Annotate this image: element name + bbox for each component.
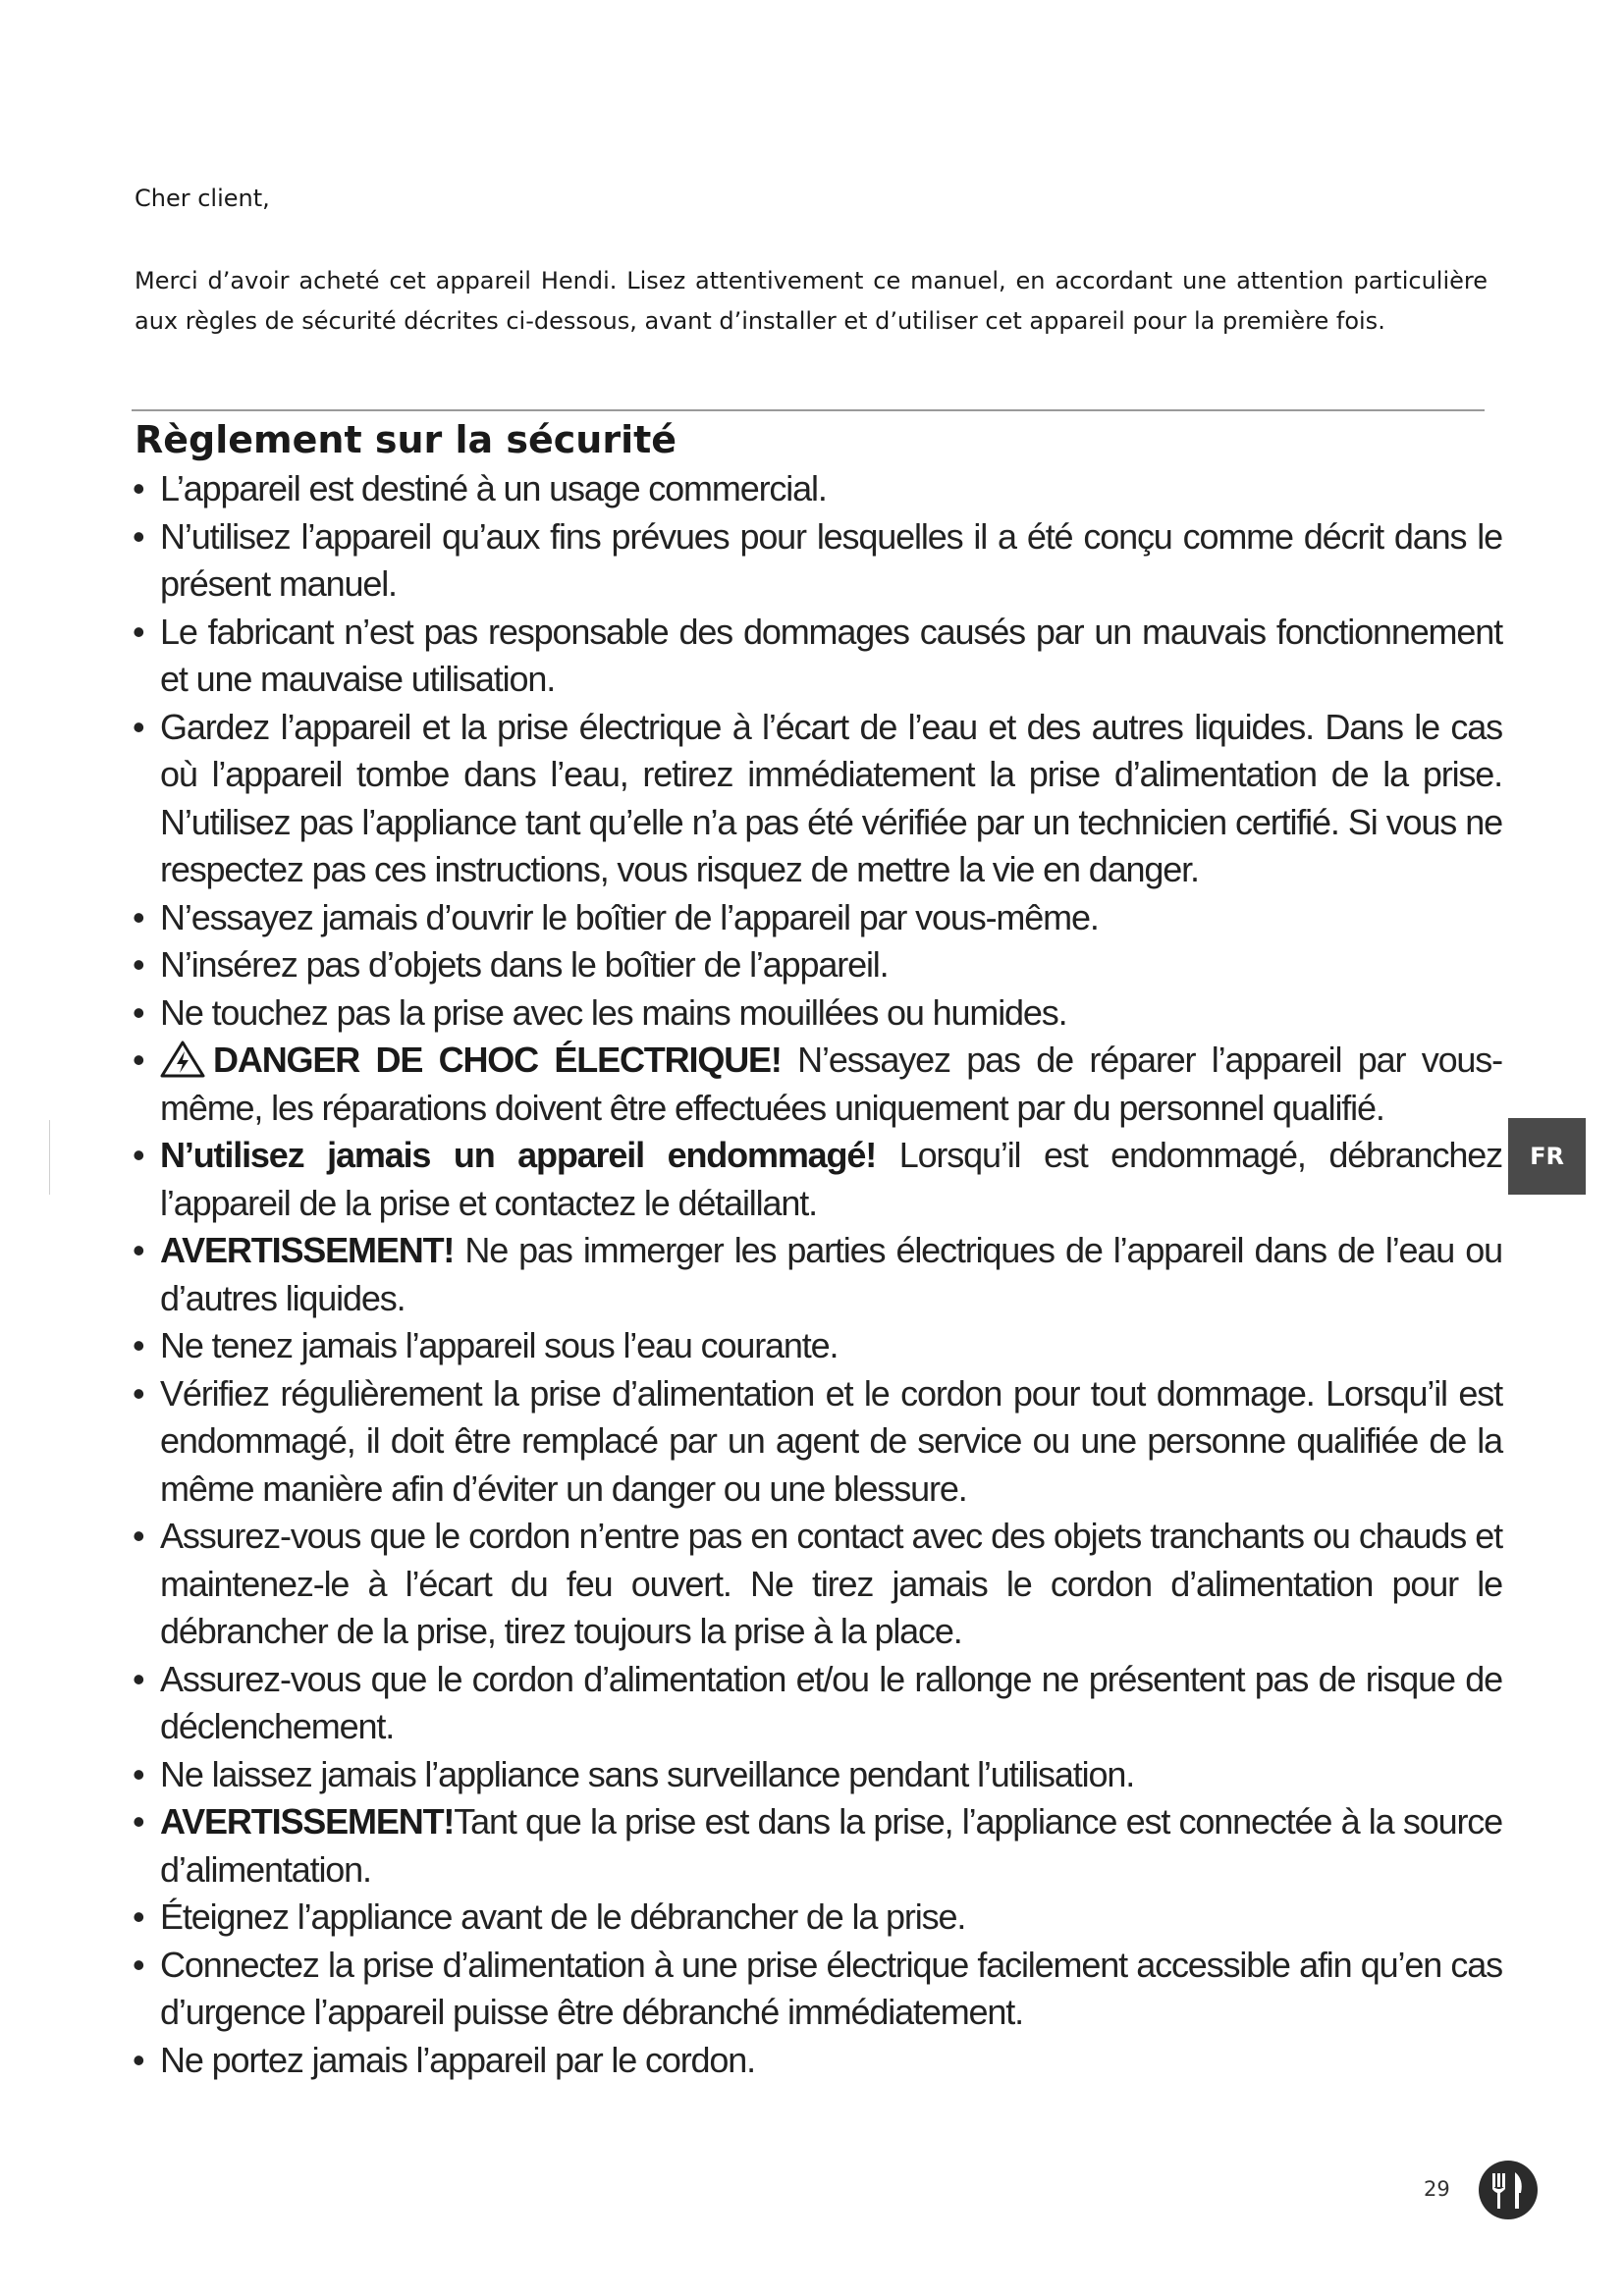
- list-item: [133, 1370, 1502, 1514]
- item-text: Assurez-vous que le cordon n’entre pas en contact avec des objets tranchants ou chauds et maintenez-le à l’écart du feu ouvert. Ne tirez jamais le cordon d’alimentation pour le débrancher de la prise, tirez toujours la prise à la place.: [160, 1516, 1502, 1651]
- intro-paragraph: Merci d’avoir acheté cet appareil Hendi. Lisez attentivement ce manuel, en accordant une attention particulière aux règles de sécurité décrites ci-dessous, avant d’installer et d’utiliser cet appareil pour la première fois.: [135, 267, 1488, 335]
- list-item: [133, 1227, 1502, 1322]
- language-tab: FR: [1508, 1118, 1586, 1195]
- list-item: [133, 609, 1502, 704]
- item-text: Tant que la prise est dans la prise, l’appliance est connectée à la source d’alimentation.: [160, 1801, 1502, 1890]
- list-item: [133, 1656, 1502, 1751]
- edge-mark: [49, 1120, 50, 1195]
- list-item: [133, 1894, 1502, 1942]
- list-item: [133, 1798, 1502, 1894]
- item-text: Ne tenez jamais l’appareil sous l’eau courante.: [160, 1325, 839, 1365]
- item-text: Ne pas immerger les parties électriques de l’appareil dans de l’eau ou d’autres liquides.: [160, 1230, 1502, 1318]
- item-text: Assurez-vous que le cordon d’alimentation et/ou le rallonge ne présentent pas de risque de déclenchement.: [160, 1658, 1502, 1746]
- item-text: Ne laissez jamais l’appliance sans surveillance pendant l’utilisation.: [160, 1753, 1135, 1794]
- page-number: 29: [1424, 2177, 1450, 2201]
- item-text: N’essayez pas de réparer l’appareil par vous-même, les réparations doivent être effectuées uniquement par du personnel qualifié.: [160, 1040, 1502, 1128]
- list-item: [133, 1132, 1502, 1227]
- item-text: Ne portez jamais l’appareil par le cordon.: [160, 2039, 756, 2080]
- list-item: [133, 989, 1502, 1038]
- safety-list: [133, 465, 1502, 2084]
- item-lead: N’utilisez jamais un appareil endommagé!: [160, 1135, 877, 1175]
- item-text: N’essayez jamais d’ouvrir le boîtier de l’appareil par vous-même.: [160, 896, 1099, 937]
- item-text: Vérifiez régulièrement la prise d’alimentation et le cordon pour tout dommage. Lorsqu’il est endommagé, il doit être remplacé par un agent de service ou une personne qualifiée de la même manière afin d’éviter un danger ou une blessure.: [160, 1372, 1502, 1509]
- list-item: [133, 2037, 1502, 2085]
- item-text: Le fabricant n’est pas responsable des dommages causés par un mauvais fonctionnement et une mauvaise utilisation.: [160, 611, 1502, 699]
- list-item: [133, 1037, 1502, 1132]
- list-item: [133, 704, 1502, 894]
- item-text: Lorsqu’il est endommagé, débranchez l’appareil de la prise et contactez le détaillant.: [160, 1135, 1502, 1223]
- item-text: N’insérez pas d’objets dans le boîtier de l’appareil.: [160, 944, 889, 985]
- list-item: [133, 465, 1502, 513]
- list-item: [133, 1751, 1502, 1799]
- item-text: Éteignez l’appliance avant de le débrancher de la prise.: [160, 1896, 966, 1937]
- list-item: [133, 894, 1502, 942]
- item-text: Ne touchez pas la prise avec les mains mouillées ou humides.: [160, 991, 1067, 1033]
- list-item: [133, 941, 1502, 989]
- item-text: Gardez l’appareil et la prise électrique à l’écart de l’eau et des autres liquides. Dans le cas où l’appareil tombe dans l’eau, retirez immédiatement la prise d’alimentation de la prise. N’utilisez pas l’appliance tant qu’elle n’a pas été vérifiée par un technicien certifié. Si vous ne respectez pas ces instructions, vous risquez de mettre la vie en danger.: [160, 706, 1502, 889]
- item-text: N’utilisez l’appareil qu’aux fins prévues pour lesquelles il a été conçu comme décrit dans le présent manuel.: [160, 515, 1502, 604]
- list-item: [133, 1322, 1502, 1370]
- electric-warning-icon: [160, 1041, 205, 1078]
- item-text: Connectez la prise d’alimentation à une prise électrique facilement accessible afin qu’en cas d’urgence l’appareil puisse être débranché immédiatement.: [160, 1944, 1502, 2032]
- list-item: [133, 1513, 1502, 1656]
- greeting: Cher client,: [135, 185, 270, 212]
- item-lead: DANGER DE CHOC ÉLECTRIQUE!: [213, 1040, 782, 1080]
- section-title: Règlement sur la sécurité: [135, 418, 677, 461]
- list-item: [133, 513, 1502, 609]
- item-lead: AVERTISSEMENT!: [160, 1230, 455, 1270]
- item-text: L’appareil est destiné à un usage commercial.: [160, 468, 827, 508]
- list-item: [133, 1942, 1502, 2037]
- cutlery-logo-icon: [1478, 2160, 1539, 2220]
- item-lead: AVERTISSEMENT!: [160, 1801, 455, 1842]
